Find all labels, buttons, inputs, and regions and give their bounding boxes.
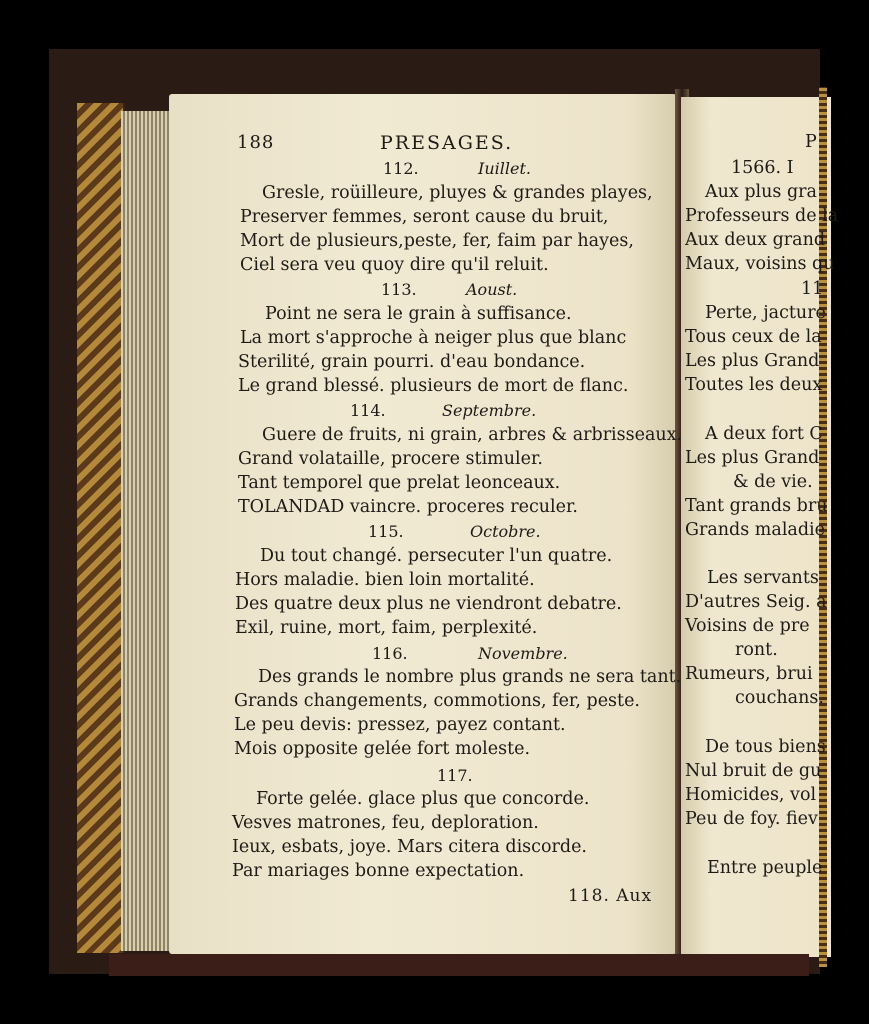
verse-line: Ieux, esbats, joye. Mars citera discorde. <box>232 837 587 857</box>
page-number: 188 <box>237 132 275 153</box>
verse-line: Hors maladie. bien loin mortalité. <box>235 570 535 590</box>
right-verse-line: 1566. I <box>731 158 794 178</box>
right-verse-line: D'autres Seig. a <box>685 592 827 612</box>
verse-line: Mort de plusieurs,peste, fer, faim par hayes, <box>240 231 634 251</box>
right-verse-line: A deux fort C <box>705 424 823 444</box>
verse-line: Point ne sera le grain à suffisance. <box>265 304 572 324</box>
right-verse-line: Maux, voisins qu <box>685 254 835 274</box>
right-verse-line: Les plus Grand <box>685 351 820 371</box>
verse-line: Grands changements, commotions, fer, peste. <box>234 691 640 711</box>
verse-line: Ciel sera veu quoy dire qu'il reluit. <box>240 255 549 275</box>
right-verse-line: ront. <box>735 640 778 660</box>
book-spine <box>77 103 125 953</box>
right-verse-line: Nul bruit de gu <box>685 761 822 781</box>
bookmark-ribbon <box>109 954 809 976</box>
right-verse-line: Tant grands bru <box>685 496 828 516</box>
right-verse-line: Voisins de pre <box>685 616 810 636</box>
verse-line: Exil, ruine, mort, faim, perplexité. <box>235 618 538 638</box>
right-quatrain-number: 11 <box>801 279 824 299</box>
quatrain-number: 117. <box>437 766 473 785</box>
right-verse-line: Entre peuple <box>707 858 823 878</box>
quatrain-month: Aoust. <box>466 280 518 299</box>
right-verse-line: & de vie. <box>733 472 813 492</box>
verse-line: Forte gelée. glace plus que concorde. <box>256 789 590 809</box>
quatrain-number: 113. <box>381 280 417 299</box>
verse-line: Le peu devis: pressez, payez contant. <box>234 715 566 735</box>
right-verse-line: Aux plus gra <box>705 182 817 202</box>
verse-line: Tant temporel que prelat leonceaux. <box>238 473 561 493</box>
verse-line: Gresle, roüilleure, pluyes & grandes playes, <box>262 183 653 203</box>
quatrain-month: Septembre. <box>442 401 537 420</box>
quatrain-month: Iuillet. <box>478 159 531 178</box>
verse-line: Des quatre deux plus ne viendront debatre. <box>235 594 622 614</box>
verse-line: Le grand blessé. plusieurs de mort de flanc. <box>238 376 629 396</box>
verse-line: Mois opposite gelée fort moleste. <box>234 739 531 759</box>
right-verse-line: Toutes les deux <box>685 375 823 395</box>
running-head: PRESAGES. <box>380 132 514 154</box>
right-verse-line: Peu de foy. fiev <box>685 809 818 829</box>
verse-line: Sterilité, grain pourri. d'eau bondance. <box>238 352 586 372</box>
verse-line: Grand volataille, procere stimuler. <box>238 449 543 469</box>
right-verse-line: Rumeurs, brui <box>685 664 813 684</box>
quatrain-month: Novembre. <box>478 644 568 663</box>
right-page-text <box>681 128 839 898</box>
catchword: 118. Aux <box>568 886 653 906</box>
right-verse-line: Homicides, vol <box>685 785 817 805</box>
right-verse-line: De tous biens <box>705 737 826 757</box>
verse-line: Guere de fruits, ni grain, arbres & arbrisseaux. <box>262 425 683 445</box>
right-verse-line: Professeurs de la <box>685 206 839 226</box>
verse-line: Preserver femmes, seront cause du bruit, <box>240 207 609 227</box>
right-verse-line: Grands maladie <box>685 520 826 540</box>
quatrain-month: Octobre. <box>470 522 541 541</box>
right-verse-line: Perte, jacture <box>705 303 826 323</box>
right-verse-line: Tous ceux de la <box>685 327 822 347</box>
right-verse-line: Les plus Grand <box>685 448 820 468</box>
quatrain-number: 112. <box>383 159 419 178</box>
right-running-head: P <box>805 132 817 152</box>
right-verse-line: couchans. <box>735 688 824 708</box>
right-verse-line: Aux deux grand <box>685 230 826 250</box>
verse-line: TOLANDAD vaincre. proceres reculer. <box>238 497 578 517</box>
quatrain-number: 116. <box>372 644 408 663</box>
verse-line: Du tout changé. persecuter l'un quatre. <box>260 546 613 566</box>
page-edges <box>121 111 173 951</box>
verse-line: Des grands le nombre plus grands ne sera tant. <box>258 667 682 687</box>
verse-line: La mort s'approche à neiger plus que blanc <box>240 328 627 348</box>
quatrain-number: 114. <box>350 401 386 420</box>
verse-line: Vesves matrones, feu, deploration. <box>232 813 539 833</box>
verse-line: Par mariages bonne expectation. <box>232 861 525 881</box>
quatrain-number: 115. <box>368 522 404 541</box>
right-verse-line: Les servants <box>707 568 819 588</box>
